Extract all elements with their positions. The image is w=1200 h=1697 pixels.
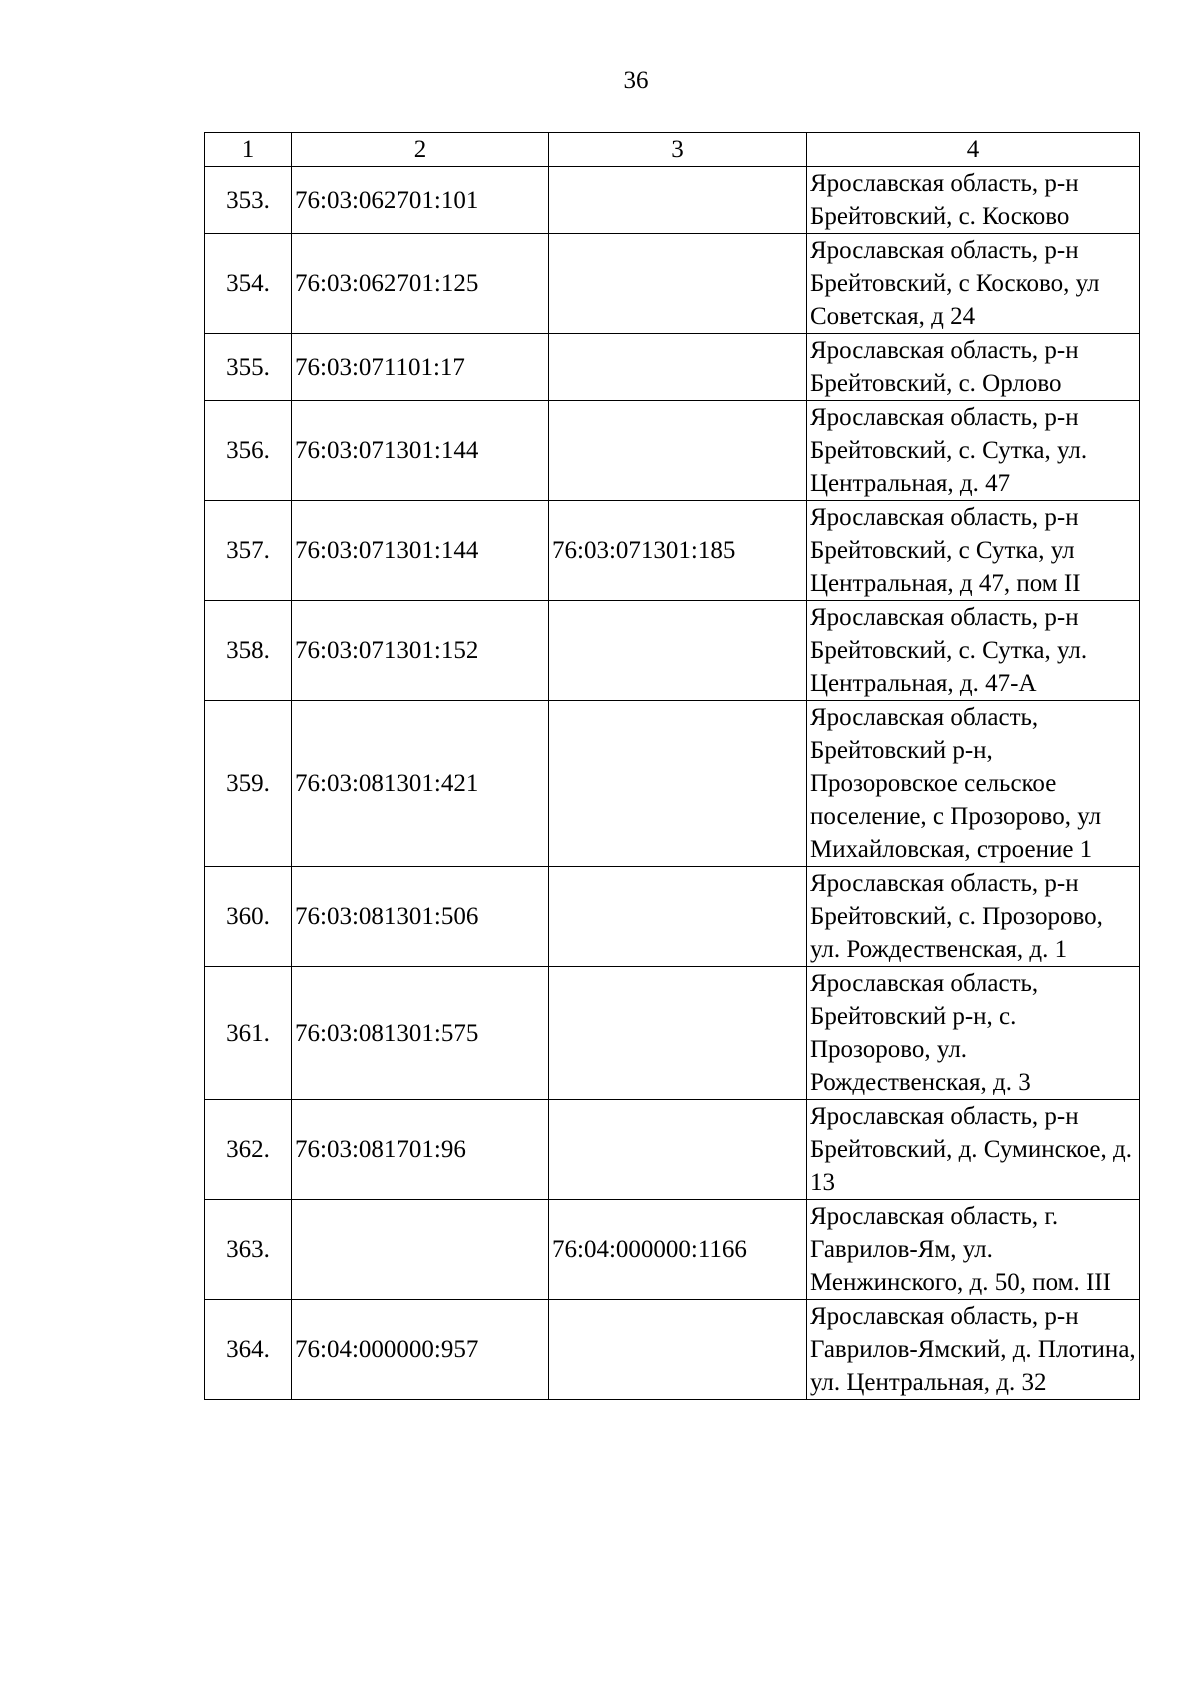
address: Ярославская область, р-н Брейтовский, с Сутка, ул Центральная, д 47, пом II <box>807 501 1140 601</box>
premises-cadastral-number <box>549 401 807 501</box>
address: Ярославская область, Брейтовский р-н, с. Прозорово, ул. Рождественская, д. 3 <box>807 967 1140 1100</box>
table-row <box>205 1100 1140 1200</box>
premises-cadastral-number <box>549 334 807 401</box>
row-number: 358. <box>205 601 292 701</box>
table-row <box>205 167 1140 234</box>
registry-table <box>204 132 1140 1400</box>
address: Ярославская область, р-н Брейтовский, д. Суминское, д. 13 <box>807 1100 1140 1200</box>
cadastral-number: 76:03:081701:96 <box>292 1100 549 1200</box>
cadastral-number: 76:03:062701:101 <box>292 167 549 234</box>
address: Ярославская область, р-н Брейтовский, с. Сутка, ул. Центральная, д. 47 <box>807 401 1140 501</box>
row-number: 363. <box>205 1200 292 1300</box>
cadastral-number: 76:03:081301:421 <box>292 701 549 867</box>
premises-cadastral-number <box>549 867 807 967</box>
address: Ярославская область, Брейтовский р-н, Прозоровское сельское поселение, с Прозорово, ул Михайловская, строение 1 <box>807 701 1140 867</box>
row-number: 361. <box>205 967 292 1100</box>
cadastral-number: 76:03:071101:17 <box>292 334 549 401</box>
premises-cadastral-number <box>549 167 807 234</box>
table-row <box>205 501 1140 601</box>
row-number: 364. <box>205 1300 292 1400</box>
row-number: 357. <box>205 501 292 601</box>
cadastral-number: 76:03:081301:575 <box>292 967 549 1100</box>
column-header-3: 3 <box>549 133 807 167</box>
cadastral-number: 76:04:000000:957 <box>292 1300 549 1400</box>
address: Ярославская область, р-н Брейтовский, с Косково, ул Советская, д 24 <box>807 234 1140 334</box>
column-header-1: 1 <box>205 133 292 167</box>
table-row <box>205 967 1140 1100</box>
row-number: 355. <box>205 334 292 401</box>
table-row <box>205 401 1140 501</box>
row-number: 353. <box>205 167 292 234</box>
cadastral-number: 76:03:081301:506 <box>292 867 549 967</box>
cadastral-number: 76:03:062701:125 <box>292 234 549 334</box>
premises-cadastral-number <box>549 967 807 1100</box>
table-row <box>205 867 1140 967</box>
premises-cadastral-number: 76:03:071301:185 <box>549 501 807 601</box>
address: Ярославская область, р-н Брейтовский, с. Сутка, ул. Центральная, д. 47-А <box>807 601 1140 701</box>
row-number: 360. <box>205 867 292 967</box>
address: Ярославская область, р-н Брейтовский, с. Косково <box>807 167 1140 234</box>
table-row <box>205 701 1140 867</box>
address: Ярославская область, р-н Брейтовский, с. Прозорово, ул. Рождественская, д. 1 <box>807 867 1140 967</box>
cadastral-number: 76:03:071301:144 <box>292 501 549 601</box>
cadastral-number: 76:03:071301:152 <box>292 601 549 701</box>
row-number: 359. <box>205 701 292 867</box>
column-header-4: 4 <box>807 133 1140 167</box>
table-row <box>205 234 1140 334</box>
cadastral-number <box>292 1200 549 1300</box>
column-header-2: 2 <box>292 133 549 167</box>
premises-cadastral-number: 76:04:000000:1166 <box>549 1200 807 1300</box>
premises-cadastral-number <box>549 234 807 334</box>
address: Ярославская область, р-н Гаврилов-Ямский, д. Плотина, ул. Центральная, д. 32 <box>807 1300 1140 1400</box>
row-number: 354. <box>205 234 292 334</box>
table-row <box>205 334 1140 401</box>
row-number: 362. <box>205 1100 292 1200</box>
premises-cadastral-number <box>549 601 807 701</box>
premises-cadastral-number <box>549 1100 807 1200</box>
header-row <box>205 133 1140 167</box>
table-row <box>205 1300 1140 1400</box>
table-row <box>205 1200 1140 1300</box>
page-number: 36 <box>623 67 649 94</box>
table-row <box>205 601 1140 701</box>
address: Ярославская область, г. Гаврилов-Ям, ул. Менжинского, д. 50, пом. III <box>807 1200 1140 1300</box>
cadastral-number: 76:03:071301:144 <box>292 401 549 501</box>
row-number: 356. <box>205 401 292 501</box>
premises-cadastral-number <box>549 1300 807 1400</box>
premises-cadastral-number <box>549 701 807 867</box>
address: Ярославская область, р-н Брейтовский, с. Орлово <box>807 334 1140 401</box>
